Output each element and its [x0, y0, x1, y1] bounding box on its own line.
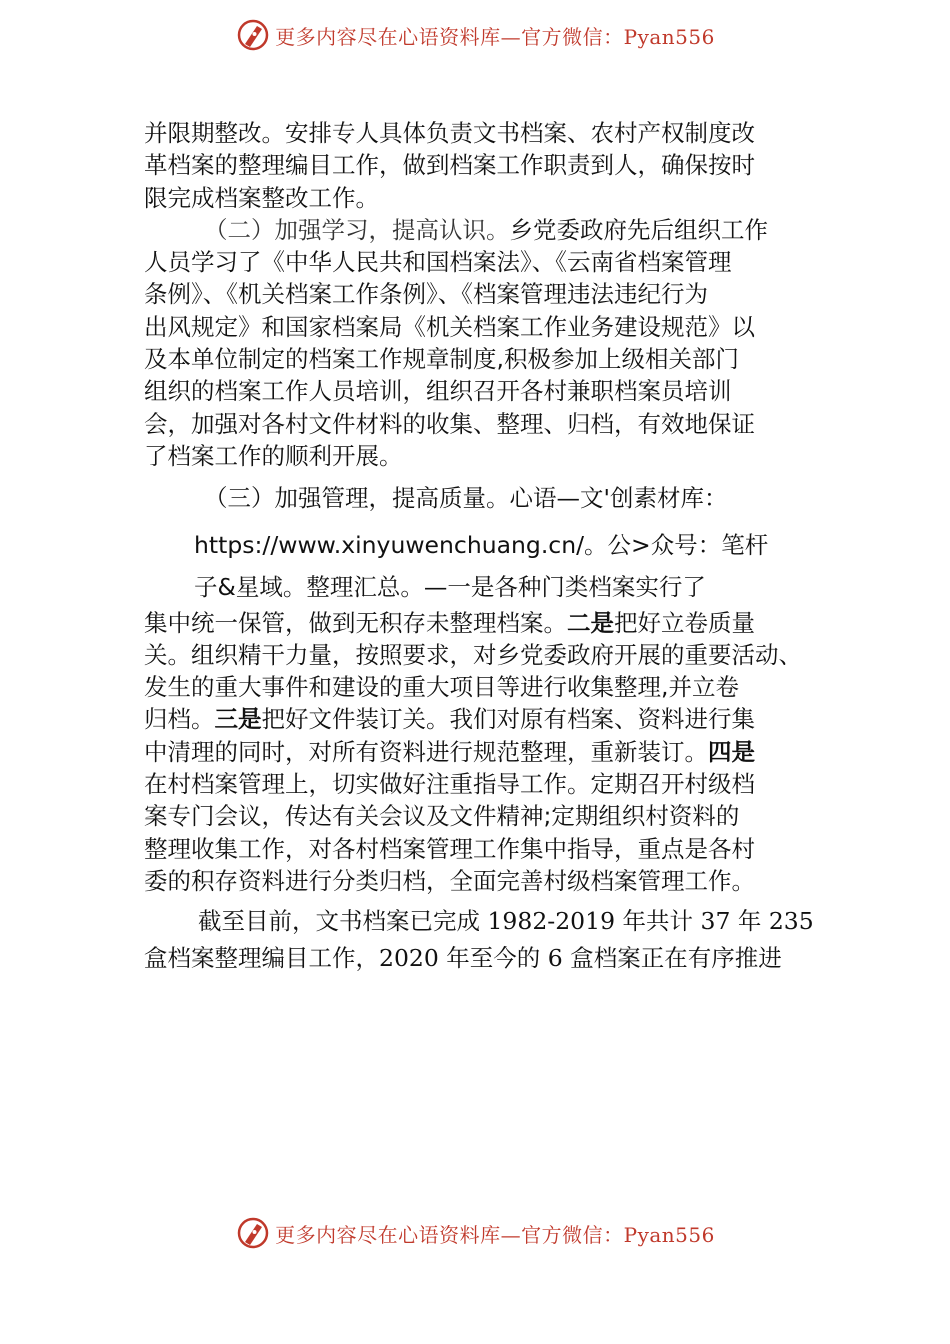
text-line: 关。组织精干力量，按照要求，对乡党委政府开展的重要活动、 [144, 640, 802, 669]
text-line: 及本单位制定的档案工作规章制度,积极参加上级相关部门 [144, 345, 739, 374]
text-span: 年 [730, 907, 769, 936]
footer-banner [0, 1213, 950, 1253]
text-span: 把好文件装订关。我们对原有档案、资料进行集 [261, 705, 755, 734]
text-line: 委的积存资料进行分类归档，全面完善村级档案管理工作。 [144, 866, 755, 895]
box-count: 235 [768, 907, 814, 936]
text-line: 人员学习了《中华人民共和国档案法》、《云南省档案管理 [144, 248, 732, 277]
paragraph-2 [144, 214, 814, 472]
paragraph-1 [144, 117, 814, 214]
bold-marker: 三是 [214, 705, 262, 734]
year-value: 2020 [379, 943, 439, 972]
text-line: 子&星域。整理汇总。—一是各种门类档案实行了 [194, 572, 706, 601]
text-span: 把好立卷质量 [614, 608, 755, 637]
paragraph-4 [144, 905, 814, 974]
pen-nib-logo-icon [235, 1215, 271, 1251]
text-line: 在村档案管理上，切实做好注重指导工作。定期召开村级档 [144, 770, 755, 799]
text-span: 截至目前，文书档案已完成 [198, 907, 488, 936]
text-line [144, 703, 814, 735]
box-count: 6 [547, 943, 563, 972]
section-heading-2: （二）加强学习，提高认识。 [204, 215, 510, 244]
header-banner [0, 15, 950, 55]
text-span: 年共计 [615, 907, 701, 936]
text-line: 整理收集工作，对各村档案管理工作集中指导，重点是各村 [144, 834, 755, 863]
document-body [144, 117, 814, 974]
text-line [144, 942, 814, 974]
text-line: 组织的档案工作人员培训，组织召开各村兼职档案员培训 [144, 377, 732, 406]
text-span: 集中统一保管，做到无积存未整理档案。 [144, 608, 567, 637]
banner-text: 更多内容尽在心语资料库—官方微信：Pyan556 [275, 24, 715, 49]
text-line: 发生的重大事件和建设的重大项目等进行收集整理,并立卷 [144, 673, 739, 702]
text-span: 盒档案整理编目工作， [144, 943, 379, 972]
section-heading-3: （三）加强管理，提高质量。心语—文'创素材库： [204, 484, 728, 513]
url-text: https://www.xinyuwenchuang.cn/。公>众号：笔杆 [194, 530, 769, 559]
text-line: 出风规定》和国家档案局《机关档案工作业务建设规范》以 [144, 312, 755, 341]
text-span: 乡党委政府先后组织工作 [509, 215, 768, 244]
text-span: 归档。 [144, 705, 215, 734]
text-line [144, 736, 814, 768]
pen-nib-logo-icon [235, 17, 271, 53]
text-line: 限完成档案整改工作。 [144, 183, 379, 212]
text-line [144, 607, 814, 639]
text-span: 中清理的同时，对所有资料进行规范整理，重新装订。 [144, 737, 708, 766]
year-count: 37 [700, 907, 731, 936]
text-line: 会，加强对各村文件材料的收集、整理、归档，有效地保证 [144, 409, 755, 438]
year-range: 1982-2019 [487, 907, 616, 936]
text-line [144, 214, 814, 246]
text-span: 年至今的 [438, 943, 548, 972]
bold-marker: 四是 [708, 737, 755, 766]
text-line: 并限期整改。安排专人具体负责文书档案、农村产权制度改 [144, 119, 755, 147]
text-line [144, 905, 814, 937]
text-line: 了档案工作的顺利开展。 [144, 441, 403, 470]
text-line: 案专门会议，传达有关会议及文件精神;定期组织村资料的 [144, 802, 740, 831]
text-line: 革档案的整理编目工作，做到档案工作职责到人，确保按时 [144, 151, 755, 180]
banner-text: 更多内容尽在心语资料库—官方微信：Pyan556 [275, 1222, 715, 1247]
bold-marker: 二是 [567, 608, 614, 637]
text-line: 条例》、《机关档案工作条例》、《档案管理违法违纪行为 [144, 280, 708, 309]
text-span: 盒档案正在有序推进 [562, 943, 782, 972]
paragraph-3 [144, 482, 814, 897]
